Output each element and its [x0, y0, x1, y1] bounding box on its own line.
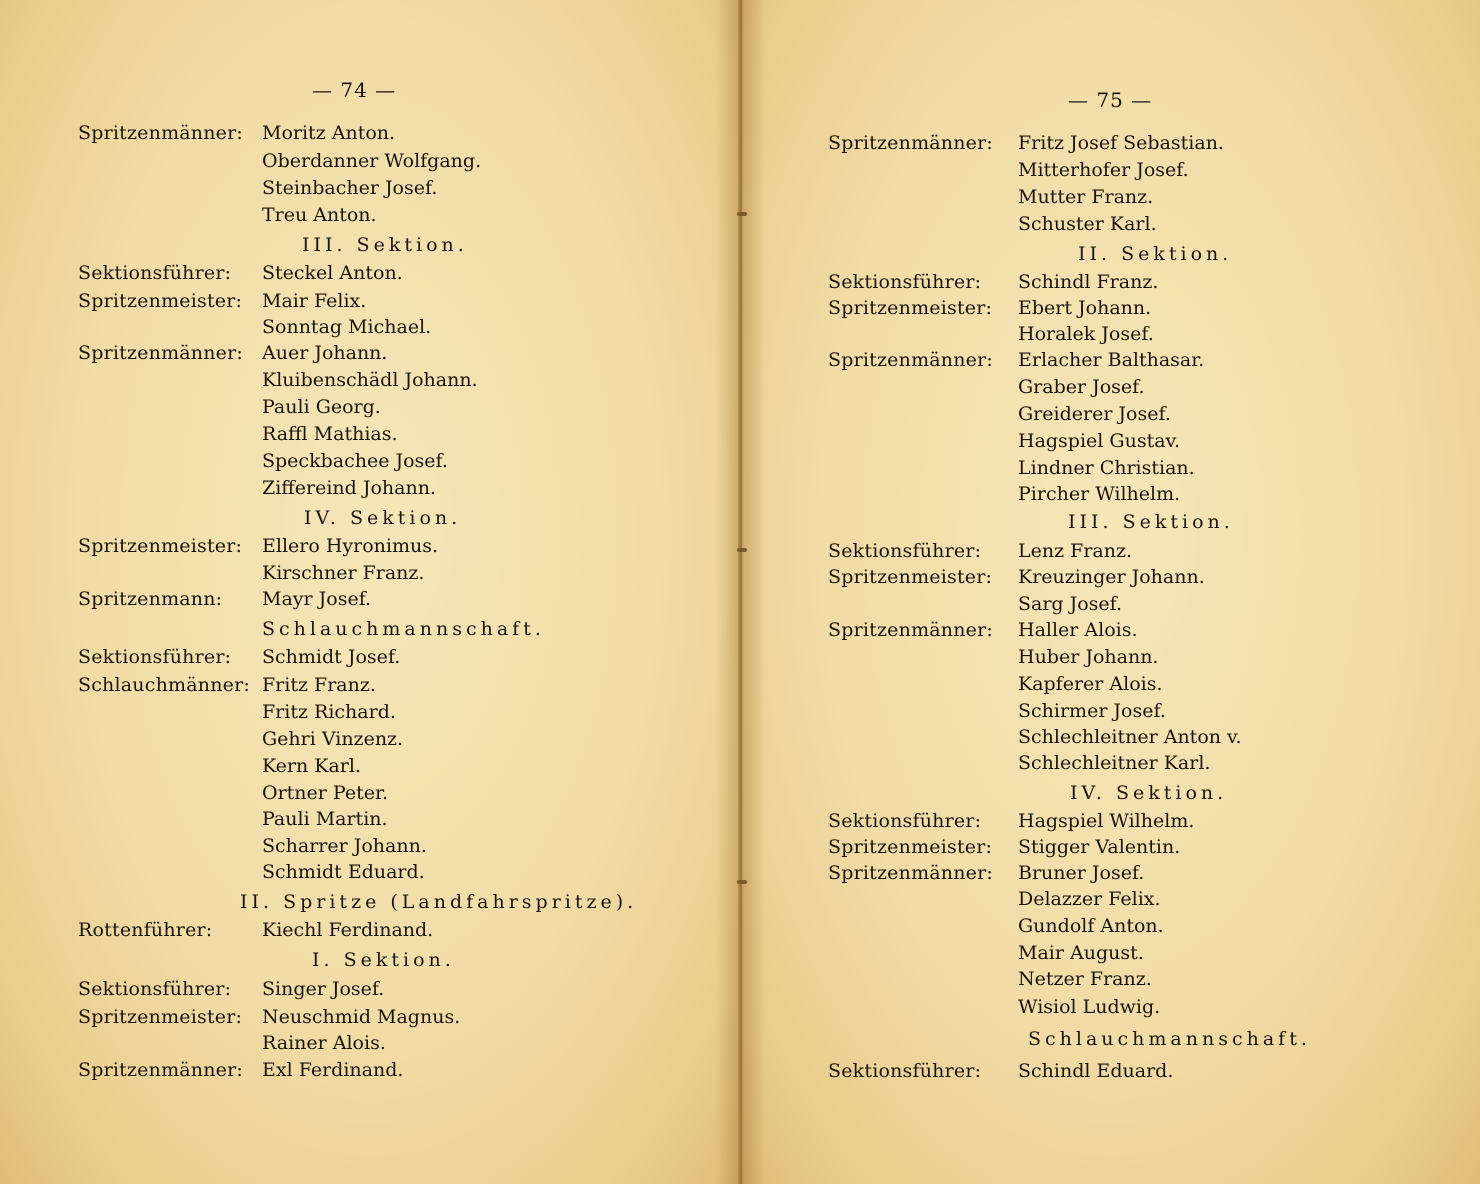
- member-name: Ortner Peter.: [262, 782, 388, 804]
- role-label: Spritzenmeister:: [828, 566, 993, 588]
- member-name: Schuster Karl.: [1018, 213, 1157, 235]
- member-name: Schlechleitner Karl.: [1018, 752, 1211, 774]
- member-name: Schlechleitner Anton v.: [1018, 726, 1242, 748]
- member-name: Stigger Valentin.: [1018, 836, 1181, 858]
- member-name: Kreuzinger Johann.: [1018, 566, 1205, 588]
- member-name: Erlacher Balthasar.: [1018, 349, 1205, 371]
- role-label: Spritzenmeister:: [78, 1006, 243, 1028]
- member-name: Bruner Josef.: [1018, 862, 1145, 884]
- member-name: Kern Karl.: [262, 755, 362, 777]
- binding-stitch: [737, 880, 747, 884]
- member-name: Oberdanner Wolfgang.: [262, 150, 482, 172]
- member-name: Fritz Franz.: [262, 674, 376, 696]
- section-heading: Schlauchmannschaft.: [262, 618, 545, 640]
- member-name: Wisiol Ludwig.: [1018, 996, 1161, 1018]
- role-label: Sektionsführer:: [78, 978, 232, 1000]
- member-name: Kluibenschädl Johann.: [262, 369, 478, 391]
- member-name: Exl Ferdinand.: [262, 1059, 404, 1081]
- member-name: Netzer Franz.: [1018, 968, 1152, 990]
- member-name: Schmidt Josef.: [262, 646, 401, 668]
- member-name: Pircher Wilhelm.: [1018, 483, 1181, 505]
- member-name: Raffl Mathias.: [262, 423, 398, 445]
- member-name: Moritz Anton.: [262, 122, 396, 144]
- member-name: Hagspiel Gustav.: [1018, 430, 1181, 452]
- member-name: Kapferer Alois.: [1018, 673, 1163, 695]
- role-label: Spritzenmänner:: [828, 862, 994, 884]
- member-name: Huber Johann.: [1018, 646, 1159, 668]
- member-name: Schirmer Josef.: [1018, 700, 1166, 722]
- right-page: [742, 0, 1480, 1184]
- role-label: Sektionsführer:: [78, 646, 232, 668]
- role-label: Spritzenmeister:: [78, 290, 243, 312]
- section-heading: I. Sektion.: [312, 949, 455, 971]
- member-name: Sonntag Michael.: [262, 316, 432, 338]
- member-name: Schindl Eduard.: [1018, 1060, 1174, 1082]
- role-label: Sektionsführer:: [828, 1060, 982, 1082]
- role-label: Sektionsführer:: [78, 262, 232, 284]
- member-name: Gehri Vinzenz.: [262, 728, 404, 750]
- role-label: Spritzenmeister:: [828, 297, 993, 319]
- member-name: Lenz Franz.: [1018, 540, 1133, 562]
- left-page: [0, 0, 738, 1184]
- member-name: Greiderer Josef.: [1018, 403, 1171, 425]
- member-name: Neuschmid Magnus.: [262, 1006, 461, 1028]
- member-name: Pauli Martin.: [262, 808, 388, 830]
- member-name: Mitterhofer Josef.: [1018, 159, 1189, 181]
- role-label: Schlauchmänner:: [78, 674, 250, 696]
- member-name: Fritz Richard.: [262, 701, 396, 723]
- role-label: Spritzenmänner:: [78, 342, 244, 364]
- member-name: Ziffereind Johann.: [262, 477, 436, 499]
- member-name: Schindl Franz.: [1018, 271, 1159, 293]
- section-heading: Schlauchmannschaft.: [1028, 1028, 1311, 1050]
- member-name: Gundolf Anton.: [1018, 915, 1164, 937]
- role-label: Spritzenmänner:: [78, 1059, 244, 1081]
- role-label: Spritzenmann:: [78, 588, 223, 610]
- member-name: Sarg Josef.: [1018, 593, 1123, 615]
- role-label: Spritzenmeister:: [828, 836, 993, 858]
- section-heading: III. Sektion.: [1068, 511, 1234, 533]
- member-name: Mutter Franz.: [1018, 186, 1154, 208]
- binding-stitch: [737, 212, 747, 216]
- member-name: Kirschner Franz.: [262, 562, 425, 584]
- role-label: Spritzenmeister:: [78, 535, 243, 557]
- member-name: Mair August.: [1018, 942, 1144, 964]
- member-name: Kiechl Ferdinand.: [262, 919, 434, 941]
- role-label: Spritzenmänner:: [78, 122, 244, 144]
- member-name: Pauli Georg.: [262, 396, 381, 418]
- member-name: Hagspiel Wilhelm.: [1018, 810, 1195, 832]
- member-name: Horalek Josef.: [1018, 323, 1154, 345]
- role-label: Spritzenmänner:: [828, 132, 994, 154]
- page-number-left: — 74 —: [312, 78, 397, 102]
- role-label: Sektionsführer:: [828, 271, 982, 293]
- member-name: Fritz Josef Sebastian.: [1018, 132, 1224, 154]
- member-name: Ellero Hyronimus.: [262, 535, 439, 557]
- member-name: Steckel Anton.: [262, 262, 403, 284]
- page-number-right: — 75 —: [1068, 88, 1153, 112]
- member-name: Mayr Josef.: [262, 588, 372, 610]
- section-heading: IV. Sektion.: [304, 507, 462, 529]
- role-label: Rottenführer:: [78, 919, 213, 941]
- role-label: Sektionsführer:: [828, 810, 982, 832]
- book-gutter: [716, 0, 766, 1184]
- member-name: Scharrer Johann.: [262, 835, 427, 857]
- member-name: Delazzer Felix.: [1018, 888, 1161, 910]
- member-name: Rainer Alois.: [262, 1032, 386, 1054]
- member-name: Singer Josef.: [262, 978, 385, 1000]
- member-name: Speckbachee Josef.: [262, 450, 448, 472]
- role-label: Spritzenmänner:: [828, 619, 994, 641]
- section-heading: IV. Sektion.: [1070, 782, 1228, 804]
- member-name: Schmidt Eduard.: [262, 861, 425, 883]
- member-name: Auer Johann.: [262, 342, 388, 364]
- member-name: Steinbacher Josef.: [262, 177, 438, 199]
- section-heading: II. Sektion.: [1078, 243, 1233, 265]
- member-name: Ebert Johann.: [1018, 297, 1152, 319]
- section-heading: II. Spritze (Landfahrspritze).: [240, 891, 638, 913]
- member-name: Mair Felix.: [262, 290, 367, 312]
- binding-stitch: [737, 548, 747, 552]
- member-name: Haller Alois.: [1018, 619, 1138, 641]
- member-name: Lindner Christian.: [1018, 457, 1195, 479]
- section-heading: III. Sektion.: [302, 234, 468, 256]
- role-label: Sektionsführer:: [828, 540, 982, 562]
- member-name: Treu Anton.: [262, 204, 377, 226]
- member-name: Graber Josef.: [1018, 376, 1145, 398]
- role-label: Spritzenmänner:: [828, 349, 994, 371]
